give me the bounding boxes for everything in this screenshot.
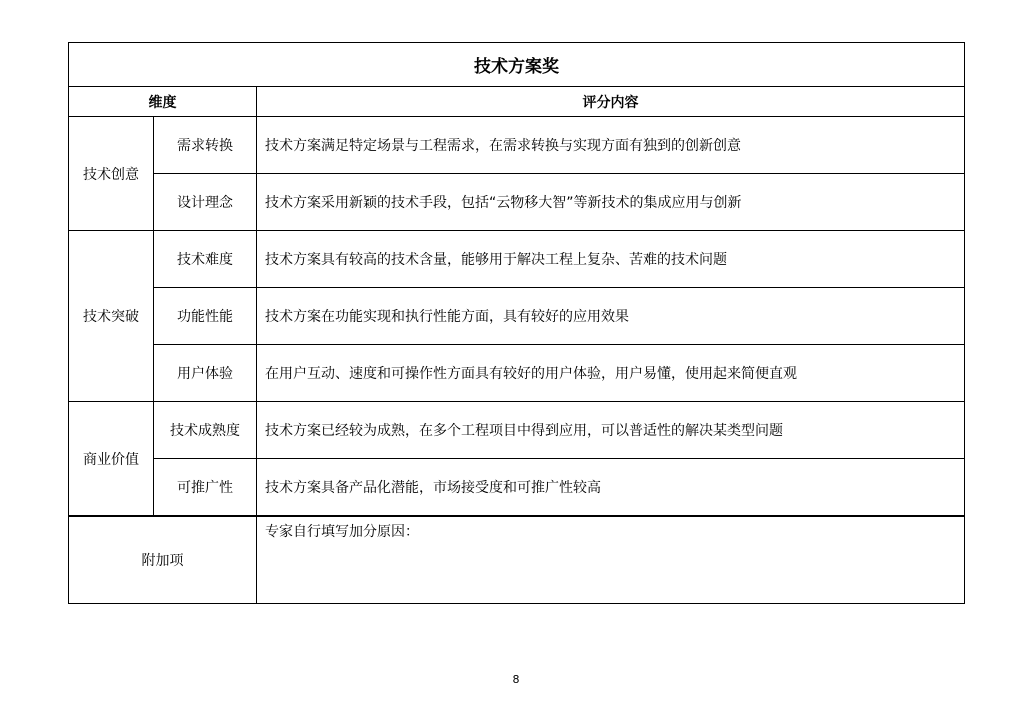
content-header: 评分内容 — [257, 87, 965, 117]
table-row — [69, 231, 965, 288]
criterion-description: 技术方案在功能实现和执行性能方面，具有较好的应用效果 — [257, 288, 965, 345]
table-row — [69, 402, 965, 459]
table-row — [69, 288, 965, 345]
table-row — [69, 459, 965, 517]
extra-notes-field[interactable]: 专家自行填写加分原因： — [257, 516, 965, 604]
table-row — [69, 117, 965, 174]
table-row — [69, 345, 965, 402]
criterion-description: 在用户互动、速度和可操作性方面具有较好的用户体验，用户易懂，使用起来简便直观 — [257, 345, 965, 402]
category-tech-breakthrough: 技术突破 — [69, 231, 154, 402]
criterion-description: 技术方案具有较高的技术含量，能够用于解决工程上复杂、苦难的技术问题 — [257, 231, 965, 288]
sub-dimension: 设计理念 — [154, 174, 257, 231]
criterion-description: 技术方案采用新颖的技术手段，包括“云物移大智”等新技术的集成应用与创新 — [257, 174, 965, 231]
table-row — [69, 174, 965, 231]
category-commercial-value: 商业价值 — [69, 402, 154, 517]
sub-dimension: 需求转换 — [154, 117, 257, 174]
category-tech-creativity: 技术创意 — [69, 117, 154, 231]
criterion-description: 技术方案满足特定场景与工程需求，在需求转换与实现方面有独到的创新创意 — [257, 117, 965, 174]
title-row — [69, 43, 965, 87]
sub-dimension: 可推广性 — [154, 459, 257, 517]
sub-dimension: 技术难度 — [154, 231, 257, 288]
extra-row — [69, 516, 965, 604]
award-criteria-table — [68, 42, 965, 604]
criterion-description: 技术方案具备产品化潜能，市场接受度和可推广性较高 — [257, 459, 965, 517]
page-number: 8 — [512, 673, 520, 686]
header-row — [69, 87, 965, 117]
table-title: 技术方案奖 — [69, 43, 965, 87]
sub-dimension: 技术成熟度 — [154, 402, 257, 459]
criterion-description: 技术方案已经较为成熟，在多个工程项目中得到应用，可以普适性的解决某类型问题 — [257, 402, 965, 459]
dimension-header: 维度 — [69, 87, 257, 117]
sub-dimension: 用户体验 — [154, 345, 257, 402]
extra-label: 附加项 — [69, 516, 257, 604]
sub-dimension: 功能性能 — [154, 288, 257, 345]
